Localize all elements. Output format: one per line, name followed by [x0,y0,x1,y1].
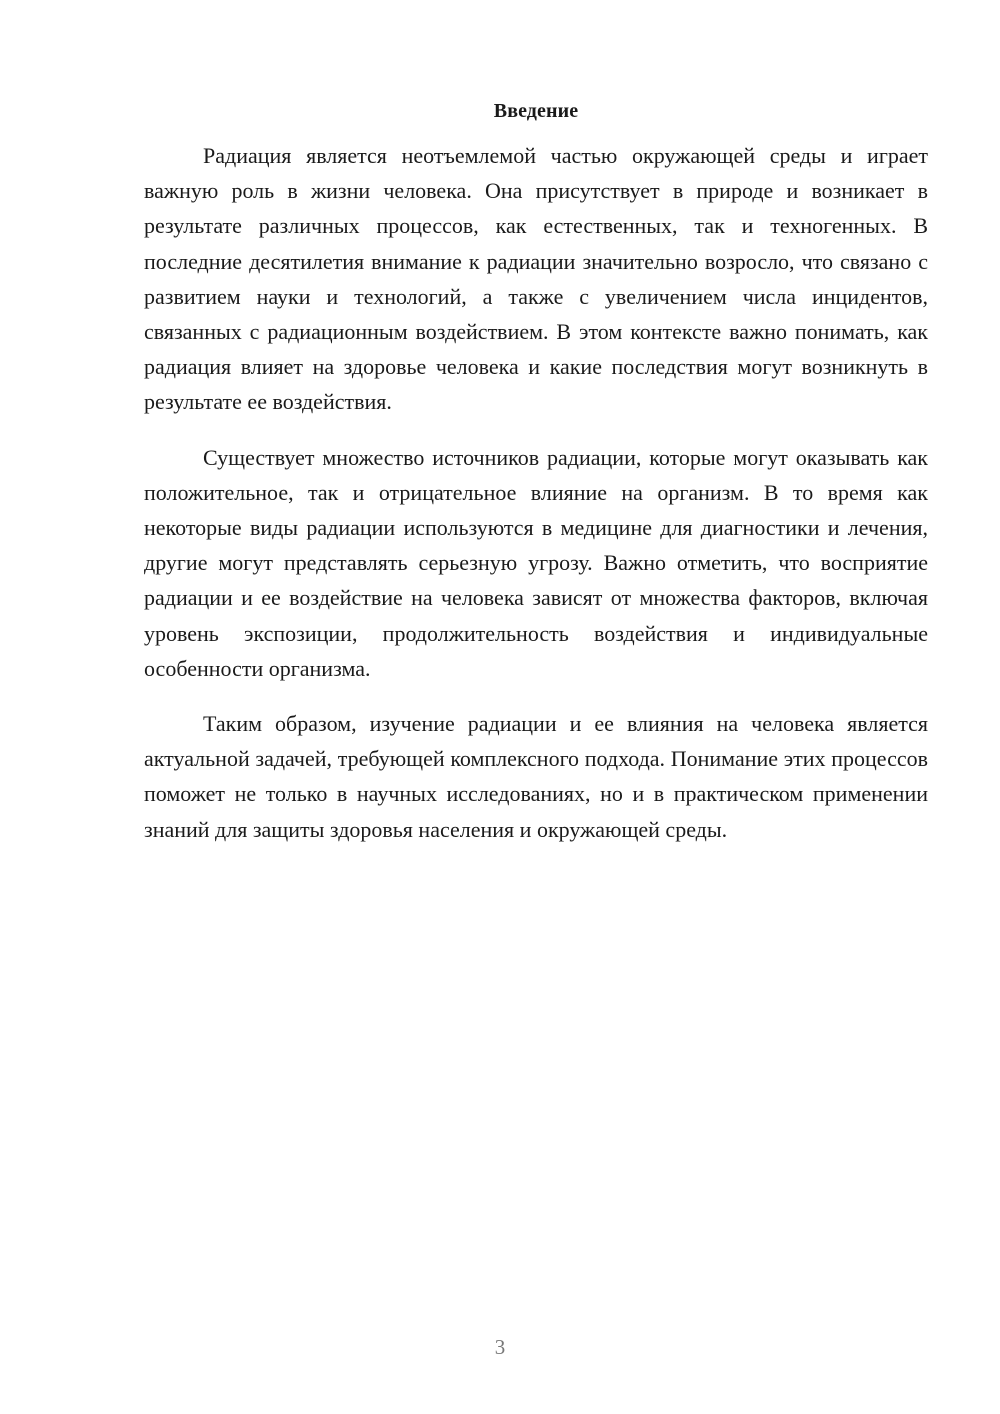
page-body [144,96,928,867]
paragraph: Радиация является неотъемлемой частью окружающей среды и играет важную роль в жизни человека. Она присутствует в природе и возникает в результате различных процессов, как естественных, так и техногенных. В последние десятилетия внимание к радиации значительно возросло, что связано с развитием науки и технологий, а также с увеличением числа инцидентов, связанных с радиационным воздействием. В этом контексте важно понимать, как радиация влияет на здоровье человека и какие последствия могут возникнуть в результате ее воздействия. [144,143,928,415]
paragraph: Существует множество источников радиации, которые могут оказывать как положительное, так и отрицательное влияние на организм. В то время как некоторые виды радиации используются в медицине для диагностики и лечения, другие могут представлять серьезную угрозу. Важно отметить, что восприятие радиации и ее воздействие на человека зависят от множества факторов, включая уровень экспозиции, продолжительность воздействия и индивидуальные особенности организма. [144,444,928,681]
paragraph: Таким образом, изучение радиации и ее влияния на человека является актуальной задачей, требующей комплексного подхода. Понимание этих процессов поможет не только в научных исследованиях, но и в практическом применении знаний для защиты здоровья населения и окружающей среды. [144,711,928,842]
section-heading: Введение [493,100,579,122]
page-number: 3 [494,1335,506,1359]
